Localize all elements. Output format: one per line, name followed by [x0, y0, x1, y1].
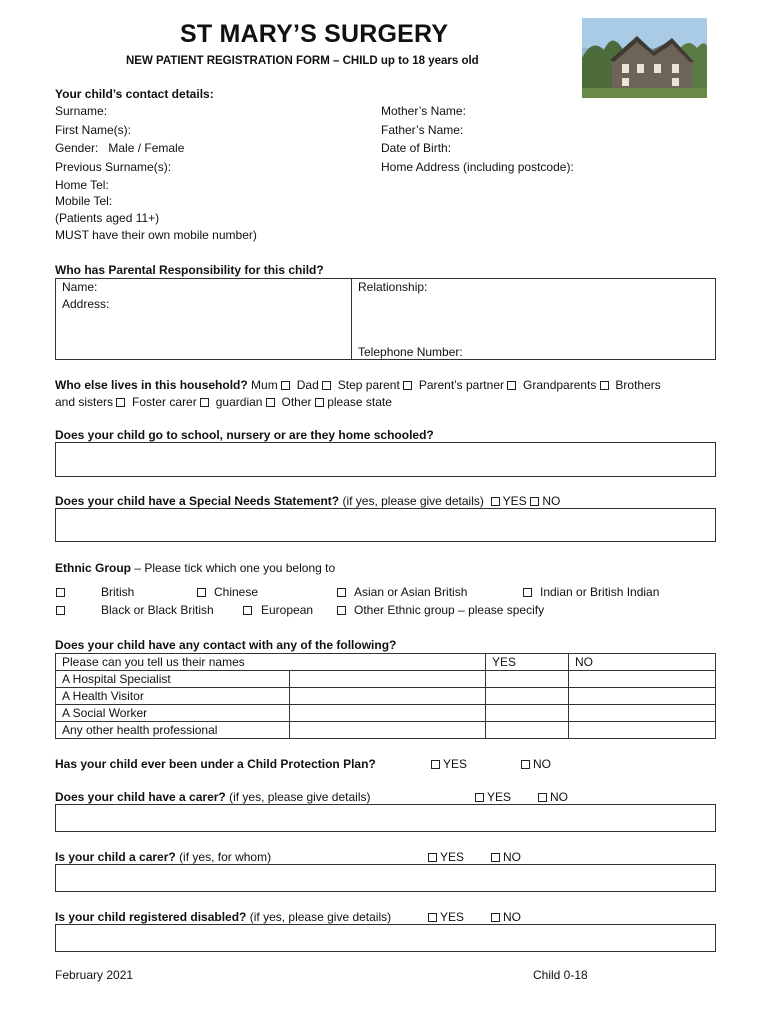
protection-no-label: NO: [533, 757, 551, 771]
professional-name-cell[interactable]: [290, 705, 486, 722]
table-row: [56, 722, 716, 739]
school-question: Does your child go to school, nursery or are they home schooled?: [55, 428, 434, 442]
dob-label: Date of Birth:: [381, 141, 452, 155]
ethnic-black-checkbox[interactable]: [56, 606, 65, 615]
professional-yes-cell[interactable]: [486, 688, 569, 705]
ethnic-chinese-label: Chinese: [214, 585, 259, 599]
professionals-table: [55, 653, 716, 739]
footer-form-code: Child 0-18: [533, 968, 588, 982]
special-needs-no-label: NO: [542, 494, 561, 508]
professional-no-cell[interactable]: [569, 722, 716, 739]
disabled-hint: (if yes, please give details): [249, 910, 392, 924]
surname-label: Surname:: [55, 104, 108, 118]
ethnic-chinese-checkbox[interactable]: [197, 588, 206, 597]
school-answer-field[interactable]: [55, 442, 716, 477]
mothers-name-label: Mother’s Name:: [381, 104, 466, 118]
professional-no-cell[interactable]: [569, 688, 716, 705]
disabled-yes-checkbox[interactable]: [428, 913, 437, 922]
carer-question: Does your child have a carer?: [55, 790, 226, 804]
household-option-step-parent[interactable]: Step parent: [338, 378, 412, 392]
professional-row-label: Any other health professional: [56, 722, 290, 739]
professional-row-label: A Health Visitor: [56, 688, 290, 705]
carer-hint: (if yes, please give details): [229, 790, 371, 804]
professional-name-cell[interactable]: [290, 671, 486, 688]
disabled-yes-label: YES: [440, 910, 465, 924]
checkbox[interactable]: [266, 398, 275, 407]
household-option-guardian[interactable]: guardian: [216, 395, 275, 409]
household-please-state: please state: [327, 395, 392, 409]
household-option-dad[interactable]: Dad: [297, 378, 331, 392]
checkbox[interactable]: [116, 398, 125, 407]
professional-row-label: A Hospital Specialist: [56, 671, 290, 688]
is-carer-question: Is your child a carer?: [55, 850, 176, 864]
parent-name-label: Name:: [62, 280, 98, 294]
previous-surname-label: Previous Surname(s):: [55, 160, 172, 174]
professional-yes-cell[interactable]: [486, 705, 569, 722]
checkbox[interactable]: [507, 381, 516, 390]
professionals-no-header: NO: [569, 654, 716, 671]
household-line1: [55, 378, 661, 392]
table-row: [56, 654, 716, 671]
household-option-other[interactable]: Other: [281, 395, 323, 409]
checkbox[interactable]: [315, 398, 324, 407]
household-option-partner[interactable]: Parent’s partner: [419, 378, 517, 392]
telephone-label: Telephone Number:: [358, 345, 463, 359]
special-needs-yes-checkbox[interactable]: [491, 497, 500, 506]
household-question: Who else lives in this household?: [55, 378, 248, 392]
ethnic-instruction: – Please tick which one you belong to: [134, 561, 336, 575]
special-needs-field[interactable]: [55, 508, 716, 542]
surgery-building-photo: [582, 18, 707, 98]
mobile-tel-label: Mobile Tel:: [55, 194, 113, 208]
protection-yes-checkbox[interactable]: [431, 760, 440, 769]
household-option-brothers: Brothers: [615, 378, 661, 392]
special-needs-yes-label: YES: [502, 494, 527, 508]
ethnic-asian-checkbox[interactable]: [337, 588, 346, 597]
relationship-label: Relationship:: [358, 280, 428, 294]
professionals-question: Does your child have any contact with any of the following?: [55, 638, 397, 652]
protection-no-checkbox[interactable]: [521, 760, 530, 769]
ethnic-indian-checkbox[interactable]: [523, 588, 532, 597]
household-option-foster[interactable]: Foster carer: [132, 395, 209, 409]
professional-name-cell[interactable]: [290, 722, 486, 739]
ethnic-british-label: British: [101, 585, 135, 599]
is-carer-line: [55, 850, 271, 864]
contact-heading: Your child’s contact details:: [55, 87, 214, 101]
carer-no-label: NO: [550, 790, 568, 804]
household-option-mum[interactable]: Mum: [251, 378, 290, 392]
protection-yes-label: YES: [443, 757, 468, 771]
special-needs-line: [55, 494, 560, 508]
disabled-details-field[interactable]: [55, 924, 716, 952]
professional-no-cell[interactable]: [569, 671, 716, 688]
table-row: [56, 671, 716, 688]
protection-question: Has your child ever been under a Child Protection Plan?: [55, 757, 376, 771]
parental-heading: Who has Parental Responsibility for this child?: [55, 263, 324, 277]
table-row: [56, 688, 716, 705]
ethnic-heading: Ethnic Group: [55, 561, 131, 575]
special-needs-question: Does your child have a Special Needs Statement?: [55, 494, 340, 508]
disabled-question: Is your child registered disabled?: [55, 910, 247, 924]
professionals-yes-header: YES: [486, 654, 569, 671]
carer-no-checkbox[interactable]: [538, 793, 547, 802]
home-tel-label: Home Tel:: [55, 178, 109, 192]
household-siblings-label: and sisters: [55, 395, 114, 409]
checkbox[interactable]: [281, 381, 290, 390]
ethnic-european-label: European: [261, 603, 314, 617]
ethnic-black-label: Black or Black British: [101, 603, 214, 617]
table-row: [56, 705, 716, 722]
professional-yes-cell[interactable]: [486, 722, 569, 739]
is-carer-no-checkbox[interactable]: [491, 853, 500, 862]
carer-yes-label: YES: [487, 790, 512, 804]
ethnic-other-checkbox[interactable]: [337, 606, 346, 615]
first-names-label: First Name(s):: [55, 123, 131, 137]
disabled-no-checkbox[interactable]: [491, 913, 500, 922]
home-address-label: Home Address (including postcode):: [381, 160, 574, 174]
fathers-name-label: Father’s Name:: [381, 123, 464, 137]
ethnic-asian-label: Asian or Asian British: [354, 585, 468, 599]
is-carer-yes-label: YES: [440, 850, 465, 864]
checkbox[interactable]: [200, 398, 209, 407]
is-carer-details-field[interactable]: [55, 864, 716, 892]
ethnic-other-label: Other Ethnic group – please specify: [354, 603, 545, 617]
footer-date: February 2021: [55, 968, 134, 982]
professional-no-cell[interactable]: [569, 705, 716, 722]
parent-address-label: Address:: [62, 297, 110, 311]
ethnic-european-checkbox[interactable]: [243, 606, 252, 615]
household-line2: [55, 395, 392, 409]
form-subtitle: NEW PATIENT REGISTRATION FORM – CHILD up to 18 years old: [126, 55, 479, 67]
professionals-header-label: Please can you tell us their names: [56, 654, 486, 671]
gender-label: Gender: Male / Female: [55, 141, 185, 155]
checkbox[interactable]: [403, 381, 412, 390]
household-option-grandparents[interactable]: Grandparents: [523, 378, 609, 392]
mobile-note-line1: (Patients aged 11+): [55, 211, 160, 225]
professional-row-label: A Social Worker: [56, 705, 290, 722]
is-carer-yes-checkbox[interactable]: [428, 853, 437, 862]
mobile-note-line2: MUST have their own mobile number): [55, 228, 257, 242]
professional-yes-cell[interactable]: [486, 671, 569, 688]
ethnic-indian-label: Indian or British Indian: [540, 585, 660, 599]
ethnic-heading-line: [55, 561, 335, 575]
special-needs-hint: (if yes, please give details): [342, 494, 484, 508]
checkbox[interactable]: [600, 381, 609, 390]
is-carer-hint: (if yes, for whom): [179, 850, 272, 864]
page-title: ST MARY’S SURGERY: [180, 20, 449, 48]
carer-line: [55, 790, 371, 804]
professional-name-cell[interactable]: [290, 688, 486, 705]
carer-yes-checkbox[interactable]: [475, 793, 484, 802]
is-carer-no-label: NO: [503, 850, 521, 864]
special-needs-no-checkbox[interactable]: [530, 497, 539, 506]
parental-box-left[interactable]: [55, 278, 352, 360]
disabled-line: [55, 910, 391, 924]
checkbox[interactable]: [322, 381, 331, 390]
disabled-no-label: NO: [503, 910, 521, 924]
parental-box-right[interactable]: [351, 278, 716, 360]
ethnic-british-checkbox[interactable]: [56, 588, 65, 597]
carer-details-field[interactable]: [55, 804, 716, 832]
